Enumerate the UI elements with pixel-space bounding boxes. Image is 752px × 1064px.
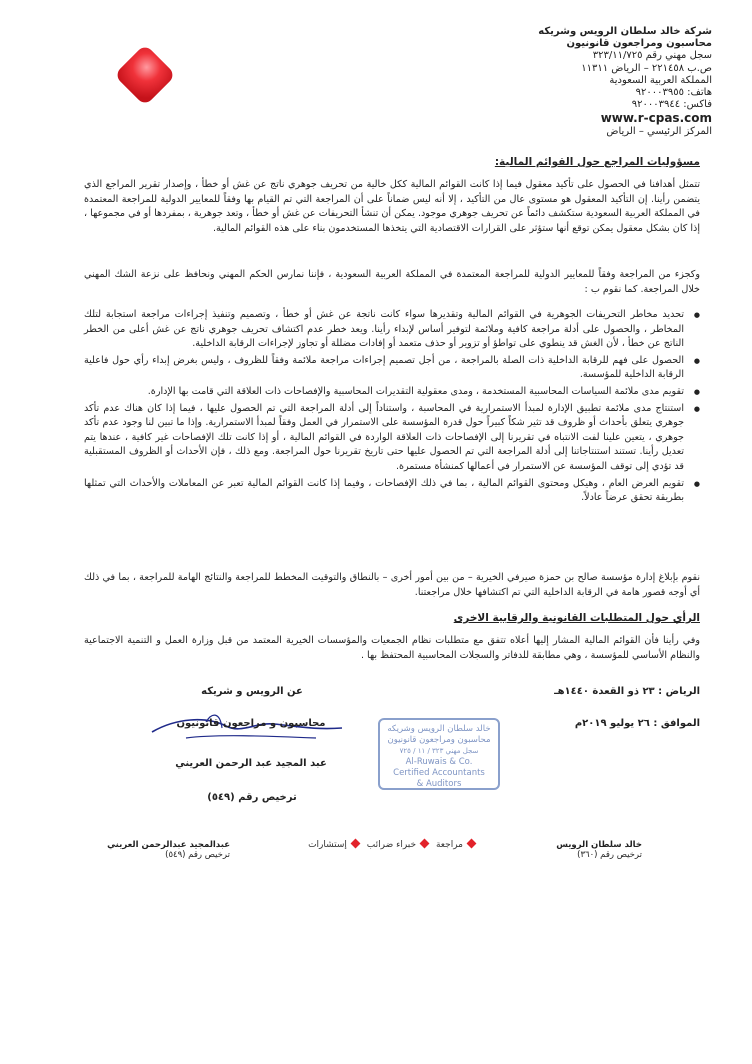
section-title-auditor-responsibilities: مسؤوليات المراجع حول القوائم المالية: — [494, 156, 700, 168]
paragraph-audit-approach: وكجزء من المراجعة وفقاً للمعايير الدولية للمراجعة المعتمدة في المملكة العربية السعودية ، فإننا نمارس الحكم المهني ونحافظ على نزعة الشك المهني خلال المراجعة. كما نقوم ب : — [84, 269, 700, 295]
firm-logo-icon — [112, 42, 178, 108]
audit-procedures-list — [84, 308, 700, 508]
stamp-line: & Auditors — [416, 779, 462, 789]
footer-partner-2-name: عبدالمجيد عبدالرحمن العريني — [107, 840, 230, 850]
firm-country: المملكة العربية السعودية — [609, 74, 712, 86]
stamp-line: Certified Accountants — [393, 768, 485, 778]
service-label: خبراء ضرائب — [366, 840, 417, 850]
footer-partner-1 — [502, 840, 642, 860]
company-stamp — [378, 718, 500, 790]
firm-phone: هاتف: ٩٢٠٠٠٣٩٥٥ — [635, 87, 712, 99]
list-item: ● تحديد مخاطر التحريفات الجوهرية في القوائم المالية وتقديرها سواء كانت ناتجة عن غش أو خطأ ، وتصميم وتنفيذ إجراءات مراجعة استجابة لتلك المخاطر ، والحصول على أدلة مراجعة كافية وملائمة لتوفير أساس لإبداء رأينا. ويعد خطر عدم اكتشاف تحريف جوهري ناتج عن غش أعلى من الخطر الناتج عن خطأ ، لأن الغش قد ينطوي على تواطؤ أو تزوير أو حذف متعمد أو إفادات مضللة أو تجاوز لإجراءات الرقابة الداخلية. — [84, 308, 700, 352]
stamp-line: خالد سلطان الرويس وشريكه — [387, 724, 491, 734]
footer-partner-2-license: ترخيص رقم (٥٤٩) — [165, 850, 230, 860]
footer-partner-2 — [80, 840, 230, 860]
paragraph-objectives: تتمثل أهدافنا في الحصول على تأكيد معقول فيما إذا كانت القوائم المالية ككل خالية من تحريف جوهري ناتج عن غش أو خطأ ، وإصدار تقرير المراجع الذي يتضمن رأينا. إن التأكيد المعقول هو مستوى عال من التأكيد ، إلا أنه ليس ضماناً على أن المراجعة التي تم القيام بها وفقاً للمعايير الدولية للمراجعة المعتمدة في المملكة العربية السعودية ستكشف دائماً عن تحريف جوهري موجود. يمكن أن تنشأ التحريفات عن غش أو خطأ ، وتعد جوهرية ، بمفردها أو في مجموعها ، إذا كان بشكل معقول يمكن توقع أنها ستؤثر على القرارات الاقتصادية التي يتخذها المستخدمون بناء على هذه القوائم المالية. — [84, 179, 700, 234]
firm-header — [452, 26, 712, 139]
section-title-other-requirements: الرأي حول المتطلبات القانونية والرقابية الاخرى — [453, 612, 700, 624]
report-date-gregorian: الموافق : ٢٦ يوليو ٢٠١٩م — [574, 718, 700, 729]
footer-partner-1-name: خالد سلطان الرويس — [556, 840, 642, 850]
signatory-name: عبد المجيد عبد الرحمن العريني — [175, 758, 327, 769]
paragraph-legal-opinion: وفي رأينا فأن القوائم المالية المشار إليها أعلاه تتفق مع متطلبات نظام الجمعيات والمؤسسات الخيرية المعتمد من قبل وزارة العمل و التنمية الاجتماعية والنظام الأساسي للمؤسسة ، وهي مطابقة للدفاتر والسجلات المحاسبية المحتفظ بها . — [84, 635, 700, 661]
stamp-line: سجل مهني ٣٢٣ / ١١ / ٧٢٥ — [399, 747, 479, 755]
list-item: ● استنتاج مدى ملائمة تطبيق الإدارة لمبدأ الاستمرارية في المحاسبة ، واستناداً إلى أدلة المراجعة التي تم الحصول عليها ، فيما إذا كان هناك عدم تأكد جوهري يتعلق بأحداث أو ظروف قد تثير شكاً كبيراً حول قدرة المؤسسة على الاستمرار في العمل وفقاً لمبدأ الاستمرارية. وإذا ما تبين لنا وجود عدم تأكد جوهري ، يتعين علينا لفت الانتباه في تقريرنا إلى الإفصاحات ذات العلاقة الواردة في القوائم المالية ، أو إذا كانت تلك الإفصاحات غير كافية ، عندها يتم تعديل رأينا. تستند استنتاجاتنا إلى أدلة المراجعة التي تم الحصول عليها حتى تاريخ تقريرنا حول المراجعة. ومع ذلك ، فإن الأحداث أو الظروف المستقبلية قد تؤدي إلى توقف المؤسسة عن الاستمرار في أعمالها كمنشأة مستمرة. — [84, 402, 700, 475]
stamp-line: محاسبون ومراجعون قانونيون — [387, 735, 491, 745]
firm-branch: المركز الرئيسي – الرياض — [606, 126, 712, 138]
signatory-license: ترخيص رقم (٥٤٩) — [207, 792, 297, 803]
signoff-firm: عن الرويس و شريكه — [201, 686, 303, 697]
list-item: ● تقويم العرض العام ، وهيكل ومحتوى القوائم المالية ، بما في ذلك الإفصاحات ، وفيما إذا كانت القوائم المالية تعبر عن المعاملات والأحداث التي تمثلها بطريقة تحقق عرضاً عادلاً. — [84, 477, 700, 506]
footer-partner-1-license: ترخيص رقم (٣٦٠) — [577, 850, 642, 860]
diamond-bullet-icon — [467, 839, 477, 849]
diamond-bullet-icon — [350, 839, 360, 849]
firm-po-box: ص.ب ٢٢١٤٥٨ – الرياض ١١٣١١ — [581, 62, 712, 74]
firm-subtitle: محاسبون ومراجعون قانونيون — [566, 38, 712, 50]
list-item: ● تقويم مدى ملائمة السياسات المحاسبية المستخدمة ، ومدى معقولية التقديرات المحاسبية والإفصاحات ذات العلاقة التي قامت بها الإدارة. — [84, 385, 700, 400]
service-label: مراجعة — [435, 840, 463, 850]
signoff-title: محاسبون و مراجعون قانونيون — [176, 718, 326, 729]
footer-services — [270, 840, 480, 850]
firm-fax: فاكس: ٩٢٠٠٠٣٩٤٤ — [631, 99, 712, 111]
stamp-line: Al-Ruwais & Co. — [405, 757, 473, 767]
list-item: ● الحصول على فهم للرقابة الداخلية ذات الصلة بالمراجعة ، من أجل تصميم إجراءات مراجعة ملائمة وفقاً للظروف ، وليس بغرض إبداء رأي حول فاعلية الرقابة الداخلية للمؤسسة. — [84, 354, 700, 383]
report-date-hijri: الرياض : ٢٣ ذو القعدة ١٤٤٠هـ — [554, 686, 700, 697]
firm-registration: سجل مهني رقم ٣٢٣/١١/٧٢٥ — [592, 50, 712, 62]
paragraph-communication: نقوم بإبلاغ إدارة مؤسسة صالح بن حمزة صيرفي الخيرية – من بين أمور أخرى – بالنطاق والتوقيت المخطط للمراجعة والنتائج الهامة للمراجعة ، بما في ذلك أي أوجه قصور هامة في الرقابة الداخلية التي تم اكتشافها خلال مراجعتنا. — [84, 572, 700, 598]
firm-name: شركة خالد سلطان الرويس وشريكه — [538, 26, 712, 37]
firm-website: www.r-cpas.com — [600, 111, 712, 126]
service-label: إستشارات — [308, 840, 347, 850]
diamond-bullet-icon — [420, 839, 430, 849]
